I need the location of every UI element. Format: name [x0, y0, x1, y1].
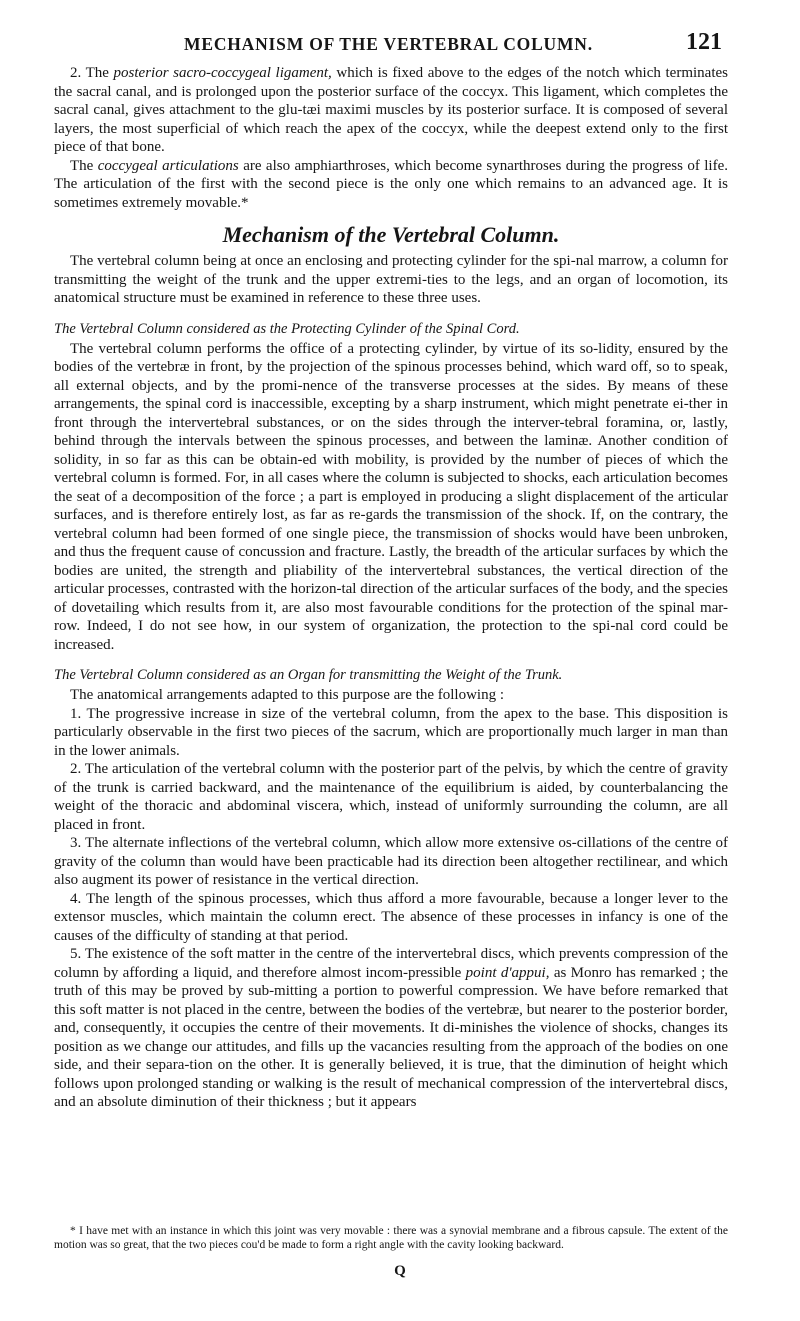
subsection-heading-protecting-cylinder: The Vertebral Column considered as the Protecting Cylinder of the Spinal Cord. — [54, 320, 520, 337]
protecting-cylinder-paragraph: The vertebral column performs the office of a protecting cylinder, by virtue of its so-lidity, ensured by the bodies of the vertebræ in front, by the projection of the spinous processes behind, which ward off, so to speak, all external objects, and by the promi-nence of the transverse processes at the sides. By means of these arrangements, the spinal cord is inaccessible, excepting by a sharp instrument, which might penetrate ei-ther in front through the intervertebral substances, or on the sides through the interver-tebral foramina, or, lastly, behind through the intervals between the spinous processes, and between the laminæ. Another condition of solidity, in so far as this can be obtain-ed with mobility, is provided by the number of pieces of which the vertebral column is formed. For, in all cases where the column is subjected to shocks, each articulation becomes the seat of a decomposition of the force ; a part is employed in producing a slight displacement of the articular surfaces, and is therefore entirely lost, as far as re-gards the transmission of the shock. If, on the contrary, the vertebral column had been formed of one single piece, the transmission of shocks would have been unbroken, and thus the frequent cause of concussion and fracture. Lastly, the breadth of the articular surfaces by which the bodies are united, the strength and pliability of the intervertebral substances, the vertical direction of the articular processes, contrasted with the horizon-tal direction of the articular surfaces of the body, and the species of dovetailing which results from it, are also most favourable conditions for the protection of the spinal mar-row. Indeed, I do not see how, in our system of organization, the protection to the spi-nal cord could be increased. — [54, 340, 728, 653]
list-item-5: 5. The existence of the soft matter in the centre of the intervertebral discs, which prevents compression of the column by affording a liquid, and therefore almost incom-pressible point d'appui, as Monro has remarked ; the truth of this may be proved by sub-mitting a portion to powerful compression. We have before remarked that this soft matter is not placed in the centre, between the bodies of the vertebræ, but nearer to the posterior border, and, consequently, it occupies the centre of their movements. It di-minishes the violence of shocks, changes its position as we change our attitudes, and fills up the vacancies resulting from the approach of the bodies on one side, and their separa-tion on the other. It is generally believed, it is true, that the diminution of height which follows upon prolonged standing or walking is the result of mechanical compression of the intervertebral discs, and an absolute diminution of their thickness ; but it appears — [54, 946, 728, 1110]
list-item-4: 4. The length of the spinous processes, which thus afford a more favourable, because a longer lever to the extensor muscles, which maintain the column erect. The absence of these processes in infancy is one of the causes of the difficulty of standing at that period. — [54, 890, 728, 944]
section-intro-paragraph: The vertebral column being at once an enclosing and protecting cylinder for the spi-nal marrow, a column for transmitting the weight of the trunk and the upper extremi-ties to the legs, and an organ of locomotion, its anatomical structure must be examined in reference to these three uses. — [54, 253, 728, 306]
paragraph-coccygeal-articulations: The coccygeal articulations are also amphiarthroses, which become synarthroses during the progress of life. The articulation of the first with the second piece is the only one which remains to an advanced age. It is sometimes extremely movable.* — [54, 157, 728, 211]
page-body — [54, 64, 728, 1112]
footnote-text: * I have met with an instance in which this joint was very movable : there was a synovial membrane and a fibrous capsule. The extent of the motion was so great, that the two pieces cou'd be made to form a right angle with the cavity looking backward. — [54, 1225, 728, 1251]
running-title: MECHANISM OF THE VERTEBRAL COLUMN. — [184, 34, 593, 54]
term-posterior-sacro-coccygeal-ligament: posterior sacro-coccygeal ligament, — [113, 65, 332, 81]
signature-mark: Q — [394, 1263, 406, 1279]
page-number: 121 — [686, 29, 722, 55]
term-point-dappui: point d'appui, — [465, 964, 550, 981]
footnote — [54, 1225, 728, 1252]
running-head — [55, 29, 722, 55]
term-coccygeal-articulations: coccygeal articulations — [97, 157, 239, 174]
list-item-1: 1. The progressive increase in size of the vertebral column, from the apex to the base. This disposition is particularly observable in the first two pieces of the sacrum, which are proportionally much larger in man than in the lower animals. — [54, 705, 728, 759]
list-item-2: 2. The articulation of the vertebral column with the posterior part of the pelvis, by which the centre of gravity of the trunk is carried backward, and the maintenance of the equilibrium is aided, by counterbalancing the weight of the thoracic and abdominal viscera, which, instead of uniformly surrounding the column, are all placed in front. — [54, 761, 728, 833]
section-heading: Mechanism of the Vertebral Column. — [222, 222, 560, 247]
transmitting-weight-intro: The anatomical arrangements adapted to this purpose are the following : — [70, 687, 505, 703]
subsection-heading-transmitting-weight: The Vertebral Column considered as an Organ for transmitting the Weight of the Trunk. — [54, 667, 563, 683]
list-item-3: 3. The alternate inflections of the vertebral column, which allow more extensive os-cillations of the centre of gravity of the column than would have been practicable had its direction been altogether rectilinear, and which also augment its power of resistance in the vertical direction. — [54, 835, 728, 888]
paragraph-posterior-ligament: 2. The posterior sacro-coccygeal ligament, which is fixed above to the edges of the notch which terminates the sacral canal, and is prolonged upon the posterior surface of the coccyx. This ligament, which completes the sacral canal, gives attachment to the glu-tæi maximi muscles by its posterior surface. It is composed of several layers, the most superficial of which reach the apex of the coccyx, while the deepest extend only to the first piece of that bone. — [54, 65, 728, 155]
